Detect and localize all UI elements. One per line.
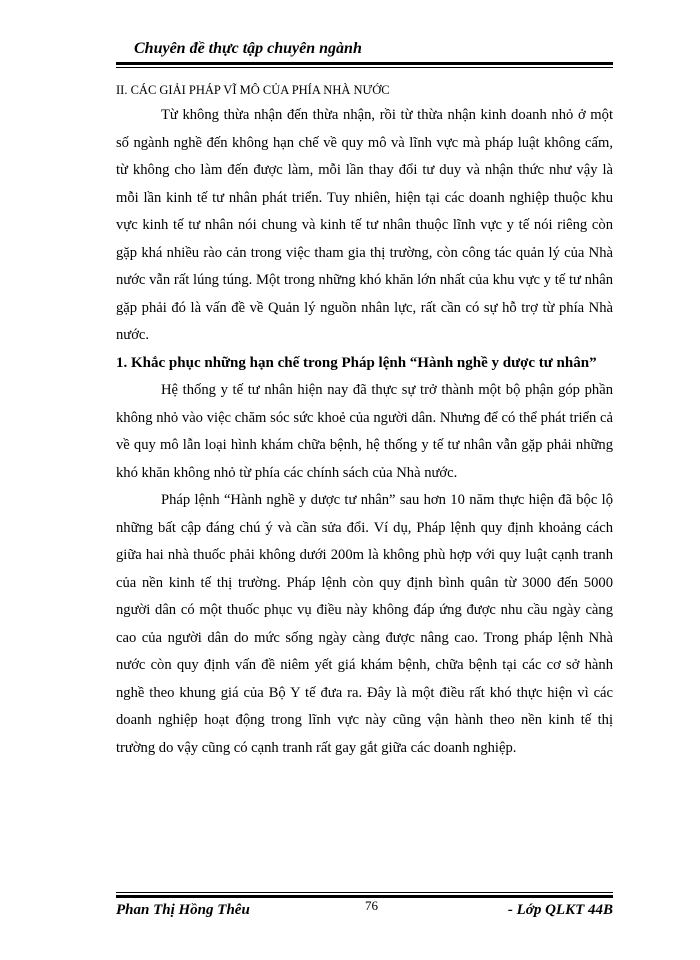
header-divider bbox=[116, 62, 613, 68]
intro-paragraph: Từ không thừa nhận đến thừa nhận, rồi từ thừa nhận kinh doanh nhỏ ở một số ngành nghề đến không hạn chế về quy mô và lĩnh vực mà pháp luật không cấm, từ không cho làm đến được làm, mỗi lần thay đổi tư duy và nhận thức như vậy là mỗi lần kinh tế tư nhân phát triển. Tuy nhiên, hiện tại các doanh nghiệp thuộc khu vực kinh tế tư nhân nói chung và kinh tế tư nhân thuộc lĩnh vực y tế nói riêng còn gặp khá nhiều rào cản trong việc tham gia thị trường, còn công tác quản lý của Nhà nước vẫn rất lúng túng. Một trong những khó khăn lớn nhất của khu vực y tế tư nhân gặp phải đó là vấn đề về Quản lý nguồn nhân lực, rất cần có sự hỗ trợ từ phía Nhà nước. bbox=[116, 107, 613, 343]
footer-class-label: - Lớp QLKT 44B bbox=[507, 902, 613, 918]
header-title: Chuyên đề thực tập chuyên ngành bbox=[134, 40, 362, 57]
section-heading: II. CÁC GIẢI PHÁP VĨ MÔ CỦA PHÍA NHÀ NƯỚC bbox=[116, 83, 390, 97]
footer-author: Phan Thị Hồng Thêu bbox=[116, 902, 250, 918]
subsection-heading: 1. Khắc phục những hạn chế trong Pháp lệnh “Hành nghề y dược tư nhân” bbox=[116, 354, 597, 371]
body-paragraph-2: Pháp lệnh “Hành nghề y dược tư nhân” sau hơn 10 năm thực hiện đã bộc lộ những bất cập đáng chú ý và cần sửa đổi. Ví dụ, Pháp lệnh quy định khoảng cách giữa hai nhà thuốc phải không dưới 200m là không phù hợp với quy luật cạnh tranh của nền kinh tế thị trường. Pháp lệnh còn quy định bình quân từ 3000 đến 5000 người dân có một thuốc phục vụ điều này không đáp ứng được nhu cầu ngày càng cao của người dân do mức sống ngày càng được nâng cao. Trong pháp lệnh Nhà nước còn quy định vấn đề niêm yết giá khám bệnh, chữa bệnh tại các cơ sở hành nghề theo khung giá của Bộ Y tế đưa ra. Đây là một điều rất khó thực hiện vì các doanh nghiệp hoạt động trong lĩnh vực này cũng vận hành theo nền kinh tế thị trường do vậy cũng có cạnh tranh rất gay gắt giữa các doanh nghiệp. bbox=[116, 492, 613, 756]
page-number: 76 bbox=[365, 898, 378, 913]
main-content bbox=[116, 78, 613, 762]
body-paragraph-1: Hệ thống y tế tư nhân hiện nay đã thực sự trở thành một bộ phận góp phần không nhỏ vào việc chăm sóc sức khoẻ của người dân. Nhưng để có thể phát triển cả về quy mô lẫn loại hình khám chữa bệnh, hệ thống y tế tư nhân vẫn gặp phải những khó khăn không nhỏ từ phía các chính sách của Nhà nước. bbox=[116, 382, 613, 481]
